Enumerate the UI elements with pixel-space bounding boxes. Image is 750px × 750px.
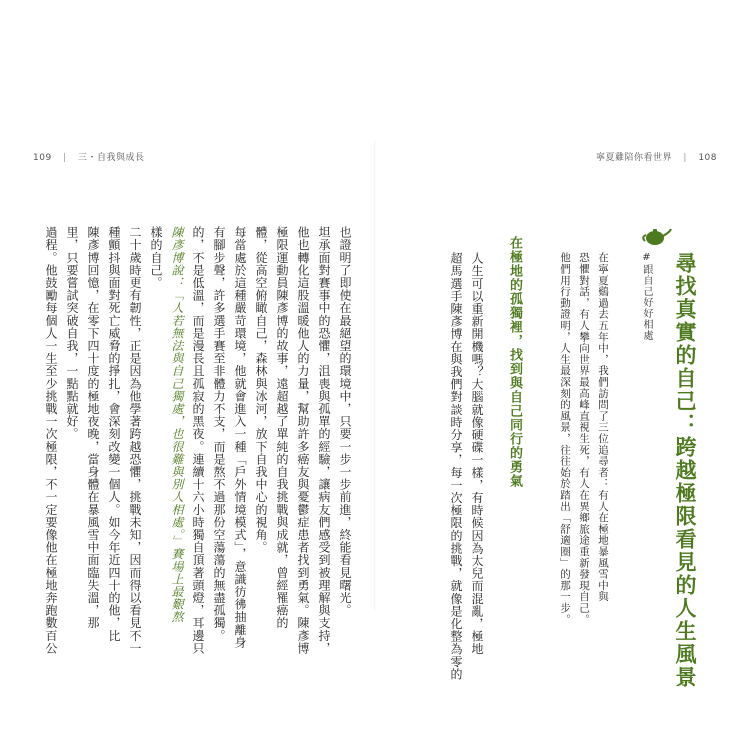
- body-line: 坦承面對賽事中的恐懼，沮喪與孤單的經驗，讓病友們感受到被理解與支持，: [317, 226, 331, 655]
- body-line: 每當處於這種嚴苛環境，他就會進入一種「戶外情境模式」，意識彷彿抽離身: [233, 226, 247, 649]
- teapot-icon: [640, 226, 672, 246]
- body-line: 也證明了即使在最絕望的環境中，只要一步一步前進，終能看見曙光。: [338, 226, 352, 617]
- left-page-number: 109: [33, 153, 52, 163]
- right-section-title: 寧夏雞陪你看世界: [596, 153, 673, 163]
- body-line: 體，從高空俯瞰自己，森林與冰河，放下自我中心的視角。: [254, 226, 268, 554]
- body-line: 有腳步聲，許多選手賽至非體力不支，而是熬不過那份空蕩蕩的無盡孤獨。: [212, 226, 226, 642]
- intro-line: 在寧夏鷄過去五年中，我們訪問了三位追尋者：有人在極地暴風雪中與: [597, 252, 609, 603]
- article-intro: [555, 252, 612, 625]
- right-page-number: 108: [698, 153, 717, 163]
- body-line: 超馬選手陳彥博在與我們對談時分享，每一次極限的挑戰，就像是化整為零的: [449, 252, 463, 681]
- body-line: 種顫抖與面對死亡威脅的掙扎，會深刻改變一個人。如今年近四十的他，比: [107, 226, 121, 642]
- body-line: 樣的自己。: [149, 226, 163, 289]
- left-section-title: 三・自我與成長: [77, 153, 145, 163]
- body-line: 陳彥博回憶，在零下四十度的極地夜晚，當身體在暴風雪中面臨失溫，那: [86, 226, 100, 630]
- body-line: 二十歲時更有韌性，正是因為他學著跨越恐懼，挑戰未知，因而得以看見不一: [128, 226, 142, 655]
- section-subhead: 在極地的孤獨裡，找到與自己同行的勇氣: [507, 236, 522, 488]
- right-running-head: [596, 150, 717, 163]
- body-line-quote: 陳彥博說：「人若無法與自己獨處，也很難與別人相處。」賽場上最艱熬: [170, 226, 184, 624]
- header-separator: |: [683, 153, 687, 163]
- header-separator: |: [63, 153, 67, 163]
- intro-line: 恐懼對話，有人攀向世界最高峰直視生死，有人在異鄉旅途重新發現自己。: [578, 252, 590, 625]
- article-title: 尋找真實的自己：跨越極限看見的人生風景: [673, 252, 698, 689]
- page-gutter: [374, 140, 376, 610]
- body-line: 人生可以重新開機嗎？大腦就像硬碟一樣，有時候因為太兒而混亂，極地: [470, 252, 484, 656]
- article-hashtag: #跟自己好好相處: [641, 252, 652, 341]
- body-line: 過程。他鼓勵每個人一生至少挑戰一次極限，不一定要像他在極地奔跑數百公: [44, 226, 58, 655]
- left-running-head: [33, 150, 145, 163]
- body-line: 里，只要嘗試突破自我，一點點就好。: [65, 226, 79, 441]
- intro-line: 他們用行動證明，人生最深刻的風景，往往始於踏出「舒適圈」的那一步。: [559, 252, 571, 625]
- body-line: 他也轉化這股溫暖他人的力量，幫助許多癌友與憂鬱症患者找到勇氣。陳彥博: [296, 226, 310, 655]
- body-line: 的，不是低溫，而是漫長且孤寂的黑夜。連續十六小時獨自頂著頭燈，耳邊只: [191, 226, 205, 655]
- body-line: 極限運動員陳彥博的故事，遠超越了單純的自我挑戰與成就，曾經罹癌的: [275, 226, 289, 630]
- left-page-body: [40, 226, 355, 655]
- right-page-body: [445, 252, 487, 681]
